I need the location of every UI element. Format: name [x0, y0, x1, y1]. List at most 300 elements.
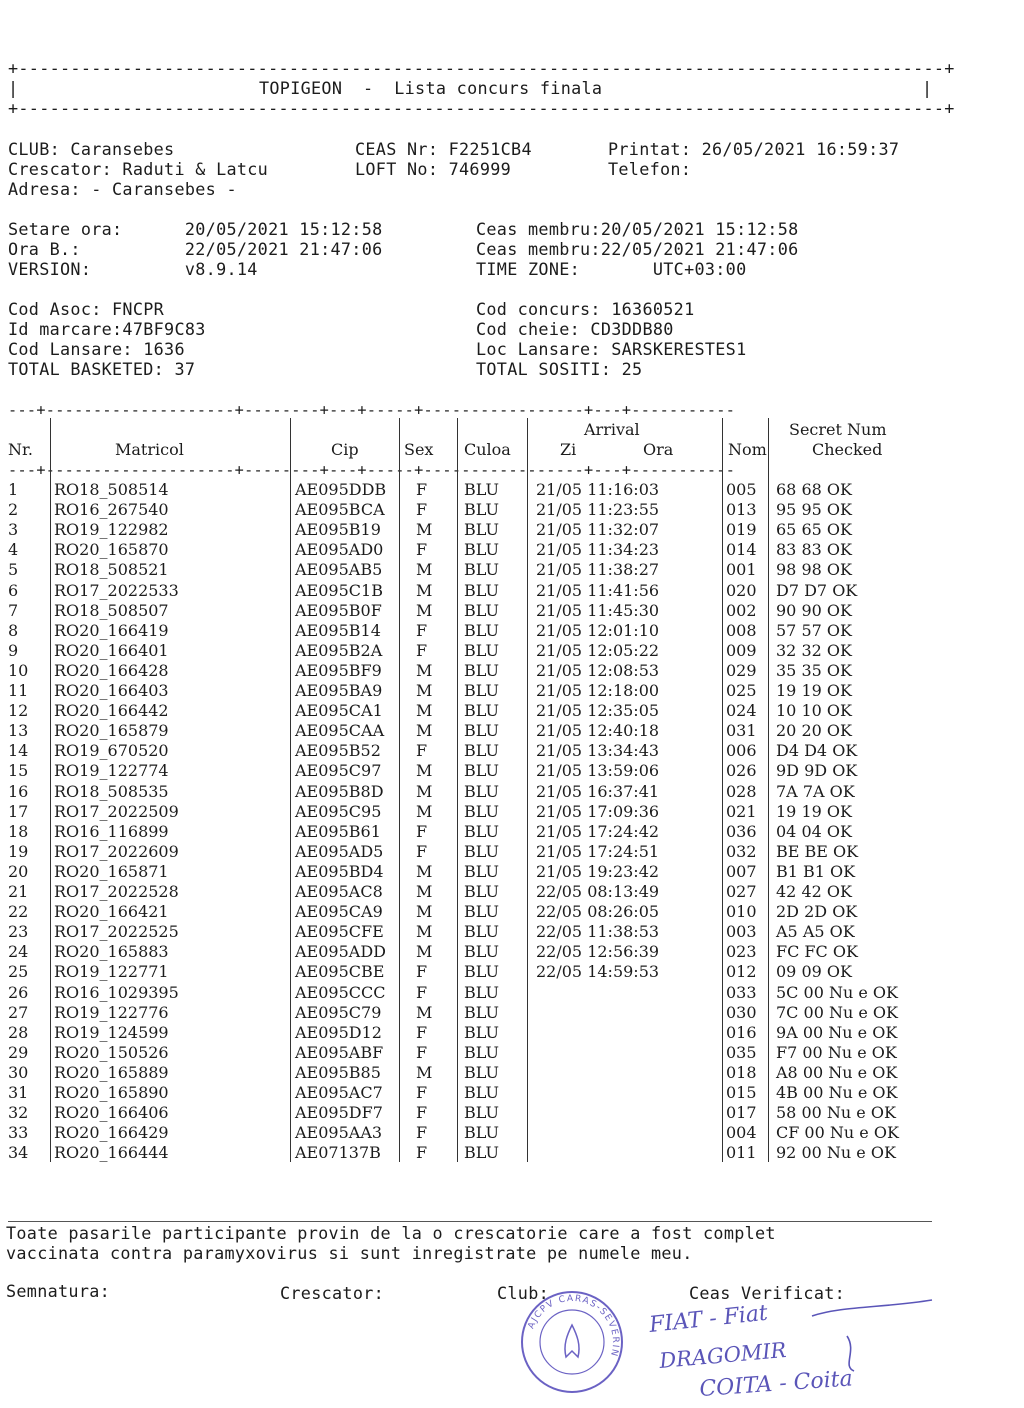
cell-culoa: BLU	[464, 560, 499, 580]
cell-nom: 033	[726, 982, 757, 1002]
stamp-text: AJCPV CARAS-SEVERIN	[526, 1293, 621, 1359]
cell-nom: 015	[726, 1083, 757, 1102]
cell-culoa: BLU	[464, 620, 499, 640]
header-title: TOPIGEON - Lista concurs finala	[259, 78, 603, 98]
cell-nom: 017	[726, 1103, 757, 1123]
cell-sex: M	[416, 1062, 433, 1082]
cell-nr: 29	[8, 1042, 29, 1062]
cell-sex: F	[416, 1022, 428, 1042]
cell-cip: AE095BF9	[295, 660, 382, 680]
cell-nom: 010	[726, 902, 757, 922]
cell-cip: AE095D12	[295, 1022, 382, 1042]
col-sep-5	[527, 418, 528, 1162]
cell-nom: 012	[726, 962, 757, 982]
cell-cip: AE095CA9	[295, 902, 383, 922]
cell-secret: 10 10 OK	[776, 701, 852, 721]
cell-nom: 025	[726, 681, 757, 700]
cell-secret: 5C 00 Nu e OK	[776, 982, 898, 1002]
cell-cip: AE095B14	[295, 620, 381, 640]
cell-arrival: 21/05 12:35:05	[536, 701, 660, 721]
header-border-top: +-----------------------------------------------------------------------------------------+	[8, 58, 955, 78]
cell-culoa: BLU	[464, 982, 499, 1002]
cell-arrival: 22/05 08:13:49	[536, 882, 660, 901]
cell-sex: F	[416, 540, 428, 560]
cell-culoa: BLU	[464, 520, 499, 540]
cell-cip: AE095DF7	[295, 1103, 383, 1123]
cell-culoa: BLU	[464, 801, 499, 821]
cell-cip: AE095AA3	[295, 1123, 383, 1143]
cell-nom: 018	[726, 1062, 757, 1082]
cell-secret: 58 00 Nu e OK	[776, 1103, 896, 1123]
cell-culoa: BLU	[464, 1042, 499, 1062]
cell-cip: AE095B2A	[295, 640, 383, 660]
cell-culoa: BLU	[464, 681, 499, 700]
cell-cip: AE095B85	[295, 1062, 381, 1082]
cell-culoa: BLU	[464, 761, 499, 781]
cell-sex: F	[416, 640, 428, 660]
cell-culoa: BLU	[464, 660, 499, 680]
cell-nr: 31	[8, 1083, 29, 1102]
handwriting-line-1: FIAT - Fiat	[648, 1300, 769, 1338]
cell-arrival: 22/05 08:26:05	[536, 902, 660, 922]
cell-sex: M	[416, 761, 433, 781]
header-border-bottom: +-----------------------------------------------------------------------------------------+	[8, 98, 955, 118]
cell-secret: 19 19 OK	[776, 801, 852, 821]
ceas-verificat-label: Ceas Verificat:	[689, 1283, 846, 1303]
footer-statement-2: vaccinata contra paramyxovirus si sunt inregistrate pe numele meu.	[6, 1243, 693, 1263]
cell-secret: 04 04 OK	[776, 821, 852, 841]
cell-nr: 8	[8, 620, 19, 640]
cell-sex: M	[416, 660, 433, 680]
table-divider-top: ---+--------------------+--------+---+-----+-----------------+---+-----------	[8, 401, 736, 419]
cell-cip: AE095C95	[295, 801, 382, 821]
cell-matricol: RO20_165883	[54, 942, 169, 962]
cell-cip: AE095AD5	[295, 841, 384, 861]
cell-cip: AE095B8D	[295, 781, 384, 801]
footer-statement-1: Toate pasarile participante provin de la o crescatorie care a fost complet	[6, 1223, 776, 1243]
cell-sex: F	[416, 1083, 428, 1102]
cell-nr: 11	[8, 681, 29, 700]
header-sex: Sex	[404, 440, 434, 459]
cell-nr: 6	[8, 580, 19, 600]
cell-secret: 95 95 OK	[776, 500, 852, 520]
handwriting-line-3: COITA - Coita	[698, 1366, 854, 1402]
cell-cip: AE095C1B	[295, 580, 383, 600]
header-bar-left: |	[8, 78, 19, 98]
cell-culoa: BLU	[464, 1123, 499, 1143]
cell-matricol: RO17_2022525	[54, 922, 179, 942]
cell-nr: 13	[8, 721, 29, 741]
cod-concurs: Cod concurs: 16360521	[476, 299, 695, 319]
cell-nom: 020	[726, 580, 757, 600]
cell-nom: 019	[726, 520, 757, 540]
cell-cip: AE095B19	[295, 520, 381, 540]
cell-nr: 23	[8, 922, 29, 942]
cell-sex: F	[416, 741, 428, 761]
cell-cip: AE095AB5	[295, 560, 383, 580]
cell-nom: 016	[726, 1022, 757, 1042]
cell-matricol: RO19_122982	[54, 520, 169, 540]
cell-sex: M	[416, 701, 433, 721]
cell-culoa: BLU	[464, 580, 499, 600]
cell-matricol: RO19_670520	[54, 741, 169, 761]
loft-no: LOFT No: 746999	[355, 159, 512, 179]
cell-secret: 42 42 OK	[776, 882, 852, 901]
cell-nom: 024	[726, 701, 757, 721]
cell-secret: A5 A5 OK	[776, 922, 855, 942]
cell-secret: 9D 9D OK	[776, 761, 858, 781]
cell-cip: AE095AC8	[295, 882, 383, 901]
cell-nom: 027	[726, 882, 757, 901]
cell-cip: AE095B52	[295, 741, 381, 761]
cell-matricol: RO20_165879	[54, 721, 169, 741]
version: VERSION: v8.9.14	[8, 259, 258, 279]
cell-secret: FC FC OK	[776, 942, 858, 962]
cell-cip: AE095B0F	[295, 600, 382, 620]
cell-nom: 036	[726, 821, 757, 841]
cell-nom: 026	[726, 761, 757, 781]
crescator-info: Crescator: Raduti & Latcu	[8, 159, 269, 179]
cell-matricol: RO17_2022609	[54, 841, 179, 861]
cell-nr: 5	[8, 560, 19, 580]
cell-cip: AE095BA9	[295, 681, 383, 700]
cell-nr: 21	[8, 882, 29, 901]
cell-culoa: BLU	[464, 942, 499, 962]
cell-nom: 035	[726, 1042, 757, 1062]
cell-sex: F	[416, 620, 428, 640]
cell-culoa: BLU	[464, 1103, 499, 1123]
cell-arrival: 22/05 11:38:53	[536, 922, 660, 942]
cell-culoa: BLU	[464, 1143, 499, 1163]
cell-culoa: BLU	[464, 500, 499, 520]
semnatura-label: Semnatura:	[6, 1281, 111, 1301]
cell-matricol: RO16_116899	[54, 821, 169, 841]
telefon: Telefon:	[608, 159, 692, 179]
cell-culoa: BLU	[464, 962, 499, 982]
cell-matricol: RO20_166419	[54, 620, 169, 640]
cell-nr: 20	[8, 861, 29, 881]
cell-matricol: RO19_122776	[54, 1002, 169, 1022]
cell-sex: F	[416, 821, 428, 841]
cell-nr: 3	[8, 520, 19, 540]
cell-culoa: BLU	[464, 701, 499, 721]
cell-nom: 029	[726, 660, 757, 680]
header-ora: Ora	[643, 440, 674, 459]
cell-secret: 83 83 OK	[776, 540, 852, 560]
cell-nom: 028	[726, 781, 757, 801]
ceas-membru-2: Ceas membru:22/05/2021 21:47:06	[476, 239, 799, 259]
cell-arrival: 21/05 12:18:00	[536, 681, 660, 700]
cell-nom: 005	[726, 480, 757, 499]
cell-secret: 92 00 Nu e OK	[776, 1143, 896, 1163]
cell-nr: 28	[8, 1022, 29, 1042]
cell-cip: AE095DDB	[295, 480, 387, 499]
cell-nr: 1	[8, 480, 19, 499]
cell-nr: 9	[8, 640, 19, 660]
cell-nr: 18	[8, 821, 29, 841]
header-arrival: Arrival	[584, 420, 640, 439]
cell-nr: 30	[8, 1062, 29, 1082]
cell-matricol: RO19_122774	[54, 761, 169, 781]
header-zi: Zi	[560, 440, 577, 459]
cell-arrival: 21/05 16:37:41	[536, 781, 660, 801]
handwritten-signature	[642, 1296, 952, 1406]
cell-secret: BE BE OK	[776, 841, 859, 861]
cell-sex: M	[416, 600, 433, 620]
cell-sex: M	[416, 801, 433, 821]
cell-arrival: 21/05 12:01:10	[536, 620, 660, 640]
cell-sex: M	[416, 560, 433, 580]
cell-nom: 003	[726, 922, 757, 942]
cell-matricol: RO20_150526	[54, 1042, 169, 1062]
cell-culoa: BLU	[464, 882, 499, 901]
cell-secret: 65 65 OK	[776, 520, 852, 540]
cell-cip: AE095CAA	[295, 721, 385, 741]
cell-secret: 7C 00 Nu e OK	[776, 1002, 898, 1022]
cell-secret: D7 D7 OK	[776, 580, 858, 600]
cell-nr: 17	[8, 801, 29, 821]
cell-matricol: RO20_166406	[54, 1103, 169, 1123]
cell-sex: F	[416, 982, 428, 1002]
cell-secret: 98 98 OK	[776, 560, 852, 580]
bird-icon	[565, 1325, 579, 1357]
cell-arrival: 21/05 11:16:03	[536, 480, 660, 499]
cell-sex: F	[416, 841, 428, 861]
table-divider-bottom: ---+--------------------+--------+---+-----+-----------------+---+-----------	[8, 461, 736, 479]
cell-nom: 008	[726, 620, 757, 640]
cod-cheie: Cod cheie: CD3DDB80	[476, 319, 674, 339]
cell-nr: 2	[8, 500, 19, 520]
header-cip: Cip	[331, 440, 359, 459]
cell-culoa: BLU	[464, 902, 499, 922]
cell-nom: 007	[726, 861, 757, 881]
cell-matricol: RO20_165870	[54, 540, 169, 560]
ceas-membru-1: Ceas membru:20/05/2021 15:12:58	[476, 219, 799, 239]
cell-arrival: 21/05 17:24:51	[536, 841, 660, 861]
cell-secret: 9A 00 Nu e OK	[776, 1022, 898, 1042]
header-culoa: Culoa	[464, 440, 511, 459]
cell-nr: 34	[8, 1143, 29, 1163]
cell-culoa: BLU	[464, 861, 499, 881]
cell-sex: M	[416, 1002, 433, 1022]
cell-arrival: 21/05 12:40:18	[536, 721, 660, 741]
cell-matricol: RO18_508521	[54, 560, 169, 580]
cell-cip: AE095BCA	[295, 500, 385, 520]
setare-ora: Setare ora: 20/05/2021 15:12:58	[8, 219, 383, 239]
cell-nom: 006	[726, 741, 757, 761]
cell-culoa: BLU	[464, 721, 499, 741]
cell-sex: F	[416, 500, 428, 520]
cell-nom: 001	[726, 560, 757, 580]
cell-secret: 32 32 OK	[776, 640, 852, 660]
col-sep-2	[290, 418, 291, 1162]
cell-matricol: RO20_166421	[54, 902, 169, 922]
cell-secret: 4B 00 Nu e OK	[776, 1083, 898, 1102]
header-bar-right: |	[922, 78, 933, 98]
cell-nr: 16	[8, 781, 29, 801]
cell-arrival: 21/05 13:34:43	[536, 741, 660, 761]
cell-matricol: RO19_122771	[54, 962, 169, 982]
cell-nr: 33	[8, 1123, 29, 1143]
crescator-label: Crescator:	[280, 1283, 385, 1303]
col-sep-7	[768, 418, 769, 1162]
cell-sex: F	[416, 1123, 428, 1143]
cell-matricol: RO20_165871	[54, 861, 169, 881]
cell-cip: AE095C97	[295, 761, 382, 781]
adresa-info: Adresa: - Caransebes -	[8, 179, 237, 199]
cell-culoa: BLU	[464, 1002, 499, 1022]
cell-nr: 19	[8, 841, 29, 861]
signature-scribble	[812, 1300, 932, 1371]
cell-nom: 004	[726, 1123, 757, 1143]
cell-secret: 2D 2D OK	[776, 902, 858, 922]
club-label: Club:	[497, 1283, 550, 1303]
cell-arrival: 22/05 14:59:53	[536, 962, 660, 982]
cell-arrival: 21/05 19:23:42	[536, 861, 660, 881]
cell-nom: 032	[726, 841, 757, 861]
col-sep-4	[457, 418, 458, 1162]
cell-secret: 90 90 OK	[776, 600, 852, 620]
cell-culoa: BLU	[464, 600, 499, 620]
cell-arrival: 21/05 13:59:06	[536, 761, 660, 781]
cell-arrival: 21/05 12:05:22	[536, 640, 660, 660]
cell-matricol: RO16_267540	[54, 500, 169, 520]
cell-cip: AE095BD4	[295, 861, 384, 881]
cell-matricol: RO20_166429	[54, 1123, 169, 1143]
cell-cip: AE095B61	[295, 821, 381, 841]
cell-matricol: RO18_508535	[54, 781, 169, 801]
cell-secret: D4 D4 OK	[776, 741, 858, 761]
cell-secret: 35 35 OK	[776, 660, 852, 680]
cell-secret: 7A 7A OK	[776, 781, 855, 801]
printat: Printat: 26/05/2021 16:59:37	[608, 139, 900, 159]
cell-matricol: RO19_124599	[54, 1022, 169, 1042]
cell-sex: M	[416, 580, 433, 600]
cell-arrival: 21/05 11:32:07	[536, 520, 660, 540]
cell-culoa: BLU	[464, 821, 499, 841]
cell-nom: 013	[726, 500, 757, 520]
cell-secret: 68 68 OK	[776, 480, 852, 499]
loc-lansare: Loc Lansare: SARSKERESTES1	[476, 339, 747, 359]
total-basketed: TOTAL BASKETED: 37	[8, 359, 196, 379]
cell-sex: F	[416, 480, 428, 499]
header-nom: Nom	[728, 440, 767, 459]
cell-sex: F	[416, 1143, 428, 1163]
cell-matricol: RO17_2022509	[54, 801, 179, 821]
cell-nr: 27	[8, 1002, 29, 1022]
cell-sex: F	[416, 1103, 428, 1123]
cod-lansare: Cod Lansare: 1636	[8, 339, 185, 359]
cell-cip: AE095CFE	[295, 922, 384, 942]
cell-culoa: BLU	[464, 1022, 499, 1042]
total-sositi: TOTAL SOSITI: 25	[476, 359, 643, 379]
time-zone: TIME ZONE: UTC+03:00	[476, 259, 747, 279]
cell-nom: 021	[726, 801, 757, 821]
cell-sex: M	[416, 721, 433, 741]
cell-nom: 009	[726, 640, 757, 660]
cell-matricol: RO16_1029395	[54, 982, 179, 1002]
club-stamp	[517, 1287, 627, 1397]
cell-culoa: BLU	[464, 540, 499, 560]
cell-arrival: 21/05 12:08:53	[536, 660, 660, 680]
cell-nr: 10	[8, 660, 29, 680]
cell-nr: 4	[8, 540, 19, 560]
cell-matricol: RO20_166428	[54, 660, 169, 680]
cell-culoa: BLU	[464, 1062, 499, 1082]
cell-matricol: RO20_166403	[54, 681, 169, 700]
cell-cip: AE095CCC	[295, 982, 386, 1002]
header-checked: Checked	[812, 440, 883, 459]
cell-arrival: 21/05 11:45:30	[536, 600, 660, 620]
cell-culoa: BLU	[464, 640, 499, 660]
cod-asoc: Cod Asoc: FNCPR	[8, 299, 165, 319]
cell-matricol: RO17_2022533	[54, 580, 179, 600]
cell-cip: AE095CA1	[295, 701, 383, 721]
cell-nom: 030	[726, 1002, 757, 1022]
cell-sex: F	[416, 962, 428, 982]
cell-matricol: RO20_166444	[54, 1143, 169, 1163]
cell-secret: 20 20 OK	[776, 721, 852, 741]
cell-cip: AE095AD0	[295, 540, 384, 560]
cell-arrival: 21/05 11:41:56	[536, 580, 660, 600]
cell-arrival: 22/05 12:56:39	[536, 942, 660, 962]
cell-culoa: BLU	[464, 1083, 499, 1102]
cell-arrival: 21/05 11:38:27	[536, 560, 660, 580]
cell-matricol: RO20_166442	[54, 701, 169, 721]
cell-matricol: RO20_166401	[54, 640, 169, 660]
cell-culoa: BLU	[464, 781, 499, 801]
cell-secret: CF 00 Nu e OK	[776, 1123, 899, 1143]
cell-nr: 14	[8, 741, 29, 761]
header-nr: Nr.	[8, 440, 33, 459]
cell-matricol: RO20_165889	[54, 1062, 169, 1082]
cell-sex: M	[416, 922, 433, 942]
cell-cip: AE095ADD	[295, 942, 386, 962]
cell-culoa: BLU	[464, 741, 499, 761]
header-matricol: Matricol	[115, 440, 184, 459]
cell-matricol: RO17_2022528	[54, 882, 179, 901]
club-info: CLUB: Caransebes	[8, 139, 175, 159]
cell-secret: 09 09 OK	[776, 962, 852, 982]
cell-cip: AE095AC7	[295, 1083, 383, 1102]
ora-b: Ora B.: 22/05/2021 21:47:06	[8, 239, 383, 259]
cell-culoa: BLU	[464, 922, 499, 942]
cell-nr: 22	[8, 902, 29, 922]
cell-matricol: RO18_508507	[54, 600, 169, 620]
cell-cip: AE095ABF	[295, 1042, 384, 1062]
cell-cip: AE095C79	[295, 1002, 382, 1022]
cell-arrival: 21/05 17:24:42	[536, 821, 660, 841]
cell-nom: 014	[726, 540, 757, 560]
cell-arrival: 21/05 11:23:55	[536, 500, 660, 520]
cell-nr: 24	[8, 942, 29, 962]
cell-matricol: RO18_508514	[54, 480, 169, 499]
handwriting-line-2: DRAGOMIR	[658, 1337, 788, 1373]
cell-nr: 32	[8, 1103, 29, 1123]
cell-matricol: RO20_165890	[54, 1083, 169, 1102]
cell-cip: AE095CBE	[295, 962, 385, 982]
cell-culoa: BLU	[464, 841, 499, 861]
cell-arrival: 21/05 11:34:23	[536, 540, 660, 560]
cell-sex: M	[416, 882, 433, 901]
col-sep-6	[722, 418, 723, 1162]
cell-culoa: BLU	[464, 480, 499, 499]
cell-secret: 19 19 OK	[776, 681, 852, 700]
cell-sex: M	[416, 902, 433, 922]
cell-secret: F7 00 Nu e OK	[776, 1042, 897, 1062]
cell-nr: 25	[8, 962, 29, 982]
cell-sex: M	[416, 520, 433, 540]
